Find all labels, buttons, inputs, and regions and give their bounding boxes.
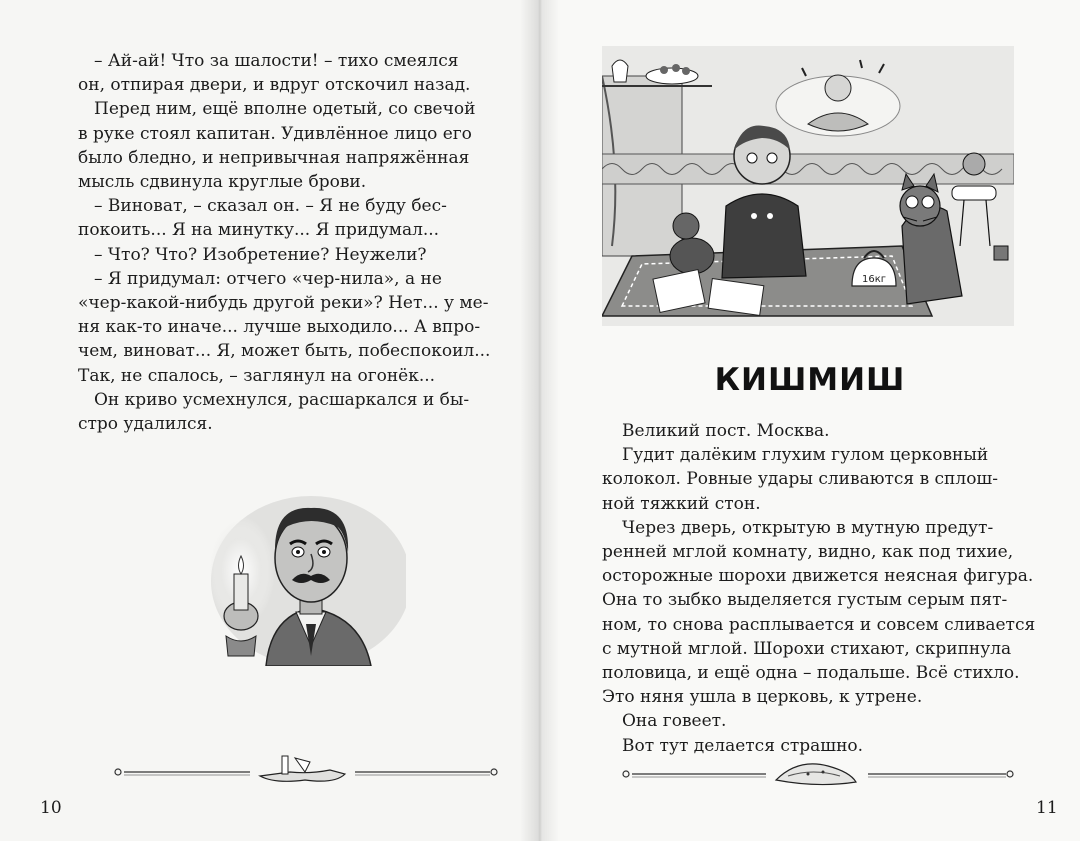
text-line: половица, и ещё одна – подальше. Всё стихло. [602,663,1020,684]
text-line: колокол. Ровные удары сливаются в сплош- [602,469,998,490]
text-line: чем, виноват... Я, может быть, побеспокоил... [78,341,491,362]
text-line: Через дверь, открытую в мутную предут- [622,517,994,538]
text-line: ня как-то иначе... лучше выходило... А впро- [78,317,481,338]
captain-candle-illustration [196,486,406,666]
text-line: Перед ним, ещё вполне одетый, со свечой [94,99,476,120]
page-number-left: 10 [40,798,62,818]
text-line: с мутной мглой. Шорохи стихают, скрипнула [602,638,1012,659]
text-line: в руке стоял капитан. Удивлённое лицо его [78,123,472,144]
right-ornament [618,752,1018,792]
text-line: Он криво усмехнулся, расшаркался и бы- [94,389,470,410]
text-line: покоить... Я на минутку... Я придумал... [78,220,440,241]
text-line: ном, то снова расплывается и совсем сливается [602,614,1036,635]
text-line: – Виноват, – сказал он. – Я не буду бес- [94,196,447,217]
left-page-text [78,49,506,436]
text-line: «чер-какой-нибудь другой реки»? Нет... у ме- [78,293,489,314]
text-line: было бледно, и непривычная напряжённая [78,147,470,168]
text-line: мысль сдвинула круглые брови. [78,172,367,193]
text-line: Великий пост. Москва. [622,421,830,441]
text-line: Это няня ушла в церковь, к утрене. [602,687,923,708]
text-line: – Что? Что? Изобретение? Неужели? [94,244,427,265]
text-line: – Ай-ай! Что за шалости! – тихо смеялся [94,51,459,71]
text-line: Она говеет. [622,711,727,732]
text-line: Вот тут делается страшно. [622,735,864,756]
weight-label: 16кг [861,274,887,285]
chapter-title: КИШМИШ [714,362,906,398]
text-line: осторожные шорохи движется неясная фигура. [602,566,1034,587]
text-line: – Я придумал: отчего «чер-нила», а не [94,268,442,289]
girl-and-cat-illustration [602,46,1014,326]
text-line: Она то зыбко выделяется густым серым пят- [602,590,1008,611]
text-line: он, отпирая двери, и вдруг отскочил назад. [78,75,471,96]
text-line: ренней мглой комнату, видно, как под тихие, [602,542,1014,563]
text-line: Так, не спалось, – заглянул на огонёк... [78,365,436,386]
book-gutter [520,0,560,841]
text-line: Гудит далёким глухим гулом церковный [622,445,989,466]
page-number-right: 11 [1036,798,1058,818]
right-page-text [602,419,1036,758]
text-line: ной тяжкий стон. [602,493,761,514]
left-ornament [110,750,500,790]
text-line: стро удалился. [78,414,213,435]
